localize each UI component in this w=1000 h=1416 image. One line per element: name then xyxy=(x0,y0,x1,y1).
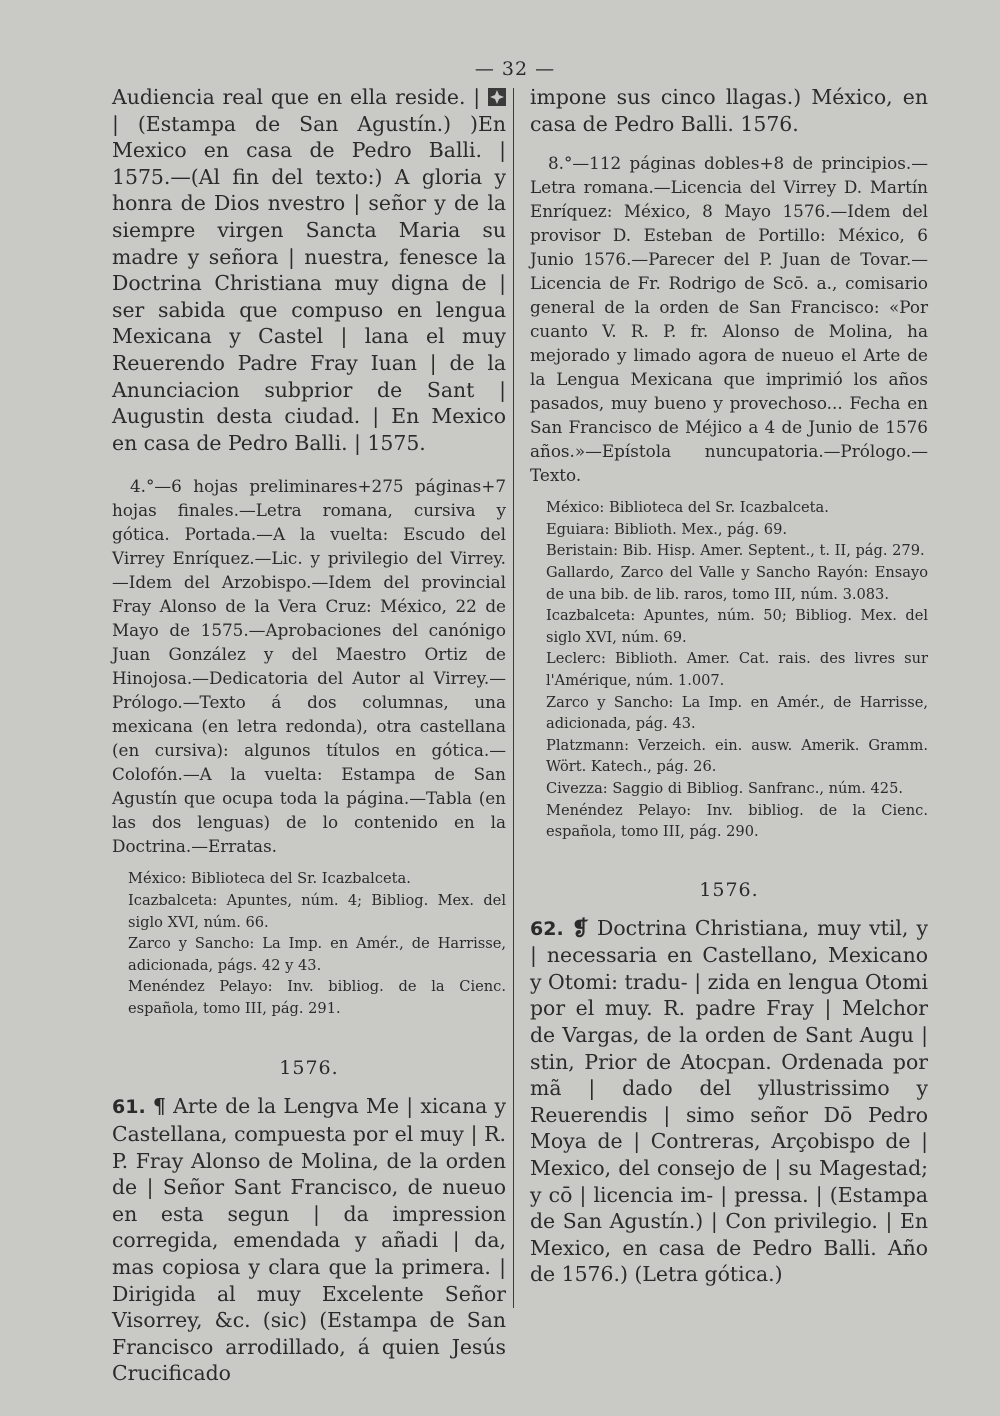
entry-61 xyxy=(112,1093,506,1387)
entry-text: Arte de la Lengva Me | xicana y Castellana, compuesta por el muy | R. P. Fray Alonso de Molina, de la orden de | Señor Sant Francisco, de nueuo en esta segun | da impression corregida, emendada y añadi | da, mas copiosa y clara que la primera. | Dirigida al muy Excelente Señor Visorrey, &c. (sic) (Estampa de San Francisco arrodillado, á quien Jesús Crucificado xyxy=(112,1094,506,1386)
reference-item: Beristain: Bib. Hisp. Amer. Septent., t. II, pág. 279. xyxy=(546,542,925,560)
entry-title-continuation xyxy=(112,84,506,456)
reference-item: Gallardo, Zarco del Valle y Sancho Rayón: Ensayo de una bib. de lib. raros, tomo III, núm. 3.083. xyxy=(546,563,928,603)
reference-item: Zarco y Sancho: La Imp. en Amér., de Harrisse, adicionada, págs. 42 y 43. xyxy=(128,935,506,974)
reference-item: Menéndez Pelayo: Inv. bibliog. de la Cienc. española, tomo III, pág. 290. xyxy=(546,801,928,841)
reference-item: Zarco y Sancho: La Imp. en Amér., de Harrisse, adicionada, pág. 43. xyxy=(546,693,928,733)
entry-text: Doctrina Christiana, muy vtil, y | necessaria en Castellano, Mexicano y Otomi: tradu- | zida en lengua Otomi por el muy. R. padre Fray | Melchor de Vargas, de la orden de Sant Augu | stin, Prior de Atocpan. Ordenada por mã | dado del yllustrissimo y Reuerendis | simo señor Dō Pedro Moya de | Contreras, Arçobispo de | Mexico, del consejo de | su Magestad; y cō | licencia im- | pressa. | (Estampa de San Agustín.) | Con privilegio. | En Mexico, en casa de Pedro Balli. Año de 1576.) (Letra gótica.) xyxy=(530,915,929,1287)
right-column xyxy=(530,84,928,1288)
reference-item: Icazbalceta: Apuntes, núm. 4; Bibliog. Mex. del siglo XVI, núm. 66. xyxy=(128,891,506,931)
column-divider xyxy=(513,88,514,1308)
reference-item: Platzmann: Verzeich. ein. ausw. Amerik. Gramm. Wört. Katech., pág. 26. xyxy=(546,736,928,776)
entry-continuation: impone sus cinco llagas.) México, en casa de Pedro Balli. 1576. xyxy=(530,85,928,136)
reference-item: Menéndez Pelayo: Inv. bibliog. de la Cienc. española, tomo III, pág. 291. xyxy=(128,978,506,1017)
reference-item: Leclerc: Biblioth. Amer. Cat. rais. des livres sur l'Amérique, núm. 1.007. xyxy=(546,650,928,689)
entry-description: 8.°—112 páginas dobles+8 de principios.—Letra romana.—Licencia del Virrey D. Martín Enríquez: México, 8 Mayo 1576.—Idem del provisor D. Esteban de Portillo: México, 6 Junio 1576.—Parecer del P. Juan de Tovar.—Licencia de Fr. Rodrigo de Scō. a., comisario general de la orden de San Francisco: «Por cuanto V. R. P. fr. Alonso de Molina, ha mejorado y limado agora de nueuo el Arte de la Lengua Mexicana que imprimió los años pasados, muy bueno y provechoso... Fecha en San Francisco de Méjico a 4 de Junio de 1576 años.»—Epístola nuncupatoria.—Prólogo.—Texto. xyxy=(530,153,928,486)
reference-item: México: Biblioteca del Sr. Icazbalceta. xyxy=(546,499,829,517)
left-column xyxy=(112,84,506,1387)
reference-item: Civezza: Saggio di Bibliog. Sanfranc., núm. 425. xyxy=(546,779,904,797)
reference-item: Eguiara: Biblioth. Mex., pág. 69. xyxy=(546,520,787,538)
entry-description: 4.°—6 hojas preliminares+275 páginas+7 hojas finales.—Letra romana, cursiva y gótica. Portada.—A la vuelta: Escudo del Virrey Enríquez.—Lic. y privilegio del Virrey.—Idem del Arzobispo.—Idem del provincial Fray Alonso de la Vera Cruz: México, 22 de Mayo de 1575.—Aprobaciones del canónigo Juan González y del Maestro Ortiz de Hinojosa.—Dedicatoria del Autor al Virrey.—Prólogo.—Texto á dos columnas, una mexicana (en letra redonda), otra castellana (en cursiva): algunos títulos en gótica.—Colofón.—A la vuelta: Estampa de San Agustín que ocupa toda la página.—Tabla (en las dos lenguas) de lo contenido en la Doctrina.—Erratas. xyxy=(112,476,506,857)
entry-62 xyxy=(530,915,928,1288)
reference-list xyxy=(112,868,506,1019)
pilcrow-icon: ¶ xyxy=(152,1094,166,1119)
reference-item: México: Biblioteca del Sr. Icazbalceta. xyxy=(128,870,411,888)
cross-printer-mark-icon xyxy=(488,88,506,106)
pilcrow-icon: ❡ xyxy=(571,915,589,940)
reference-item: Icazbalceta: Apuntes, núm. 50; Bibliog. Mex. del siglo XVI, núm. 69. xyxy=(546,607,928,646)
year-heading: 1576. xyxy=(279,1057,339,1080)
title-line-2: | (Estampa de San Agustín.) )En Mexico en casa de Pedro Balli. | 1575.—(Al fin del texto:) A gloria y honra de Dios nvestro | señor y de la siempre virgen Sancta Maria su madre y señora | nuestra, fenesce la Doctrina Christiana muy digna de | ser sabida que compuso en lengua Mexicana y Castel | lana el muy Reuerendo Padre Fray Iuan | de la Anunciacion subprior de Sant | Augustin desta ciudad. | En Mexico en casa de Pedro Balli. | 1575. xyxy=(112,111,506,455)
page-number: — 32 — xyxy=(474,58,556,80)
entry-number: 61. xyxy=(112,1096,146,1119)
title-line-1: Audiencia real que en ella reside. | xyxy=(112,85,481,109)
year-heading: 1576. xyxy=(699,878,759,901)
reference-list xyxy=(530,497,928,843)
entry-number: 62. xyxy=(530,917,564,940)
